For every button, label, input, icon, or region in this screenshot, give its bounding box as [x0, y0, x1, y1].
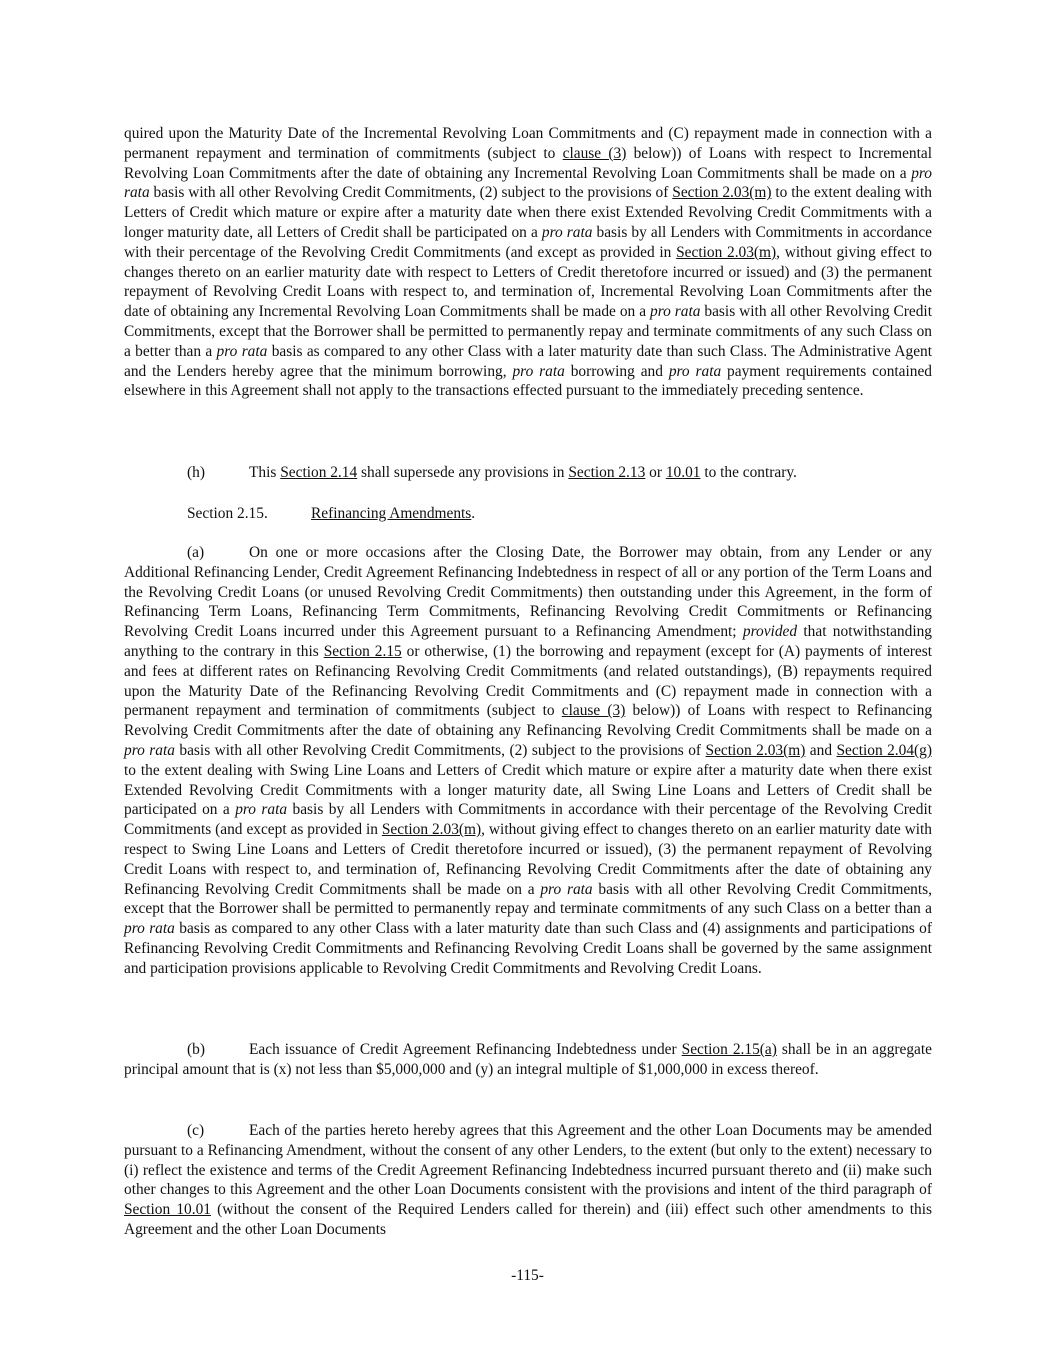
section-number: Section 2.15. [187, 505, 268, 522]
continuation-paragraph: quired upon the Maturity Date of the Incremental Revolving Loan Commitments and (C) repayment made in connection with a permanent repayment and termination of commitments (subject to clause (3) below)) of Loans with respect to Incremental Revolving Loan Commitments after the date of obtaining any Incremental Revolving Loan Commitments shall be made on a pro rata basis with all other Revolving Credit Commitments, (2) subject to the provisions of Section 2.03(m) to the extent dealing with Letters of Credit which mature or expire after a maturity date when there exist Extended Revolving Credit Commitments with a longer maturity date, all Letters of Credit shall be participated on a pro rata basis by all Lenders with Commitments in accordance with their percentage of the Revolving Credit Commitments (and except as provided in Section 2.03(m), without giving effect to changes thereto on an earlier maturity date with respect to Letters of Credit theretofore incurred or issued) and (3) the permanent repayment of Revolving Credit Loans with respect to, and termination of, Incremental Revolving Loan Commitments after the date of obtaining any Incremental Revolving Loan Commitments shall be made on a pro rata basis with all other Revolving Credit Commitments, except that the Borrower shall be permitted to permanently repay and terminate commitments of any such Class on a better than a pro rata basis as compared to any other Class with a later maturity date than such Class. The Administrative Agent and the Lenders hereby agree that the minimum borrowing, pro rata borrowing and pro rata payment requirements contained elsewhere in this Agreement shall not apply to the transactions effected pursuant to the immediately preceding sentence. [124, 125, 933, 400]
section-title: Refinancing Amendments [311, 505, 472, 522]
section-2-03m-reference: Section 2.03(m) [676, 243, 777, 261]
section-10-01-reference: Section 10.01 [124, 1201, 211, 1219]
section-2-13-reference: Section 2.13 [568, 464, 646, 481]
paragraph-a: (a) On one or more occasions after the Closing Date, the Borrower may obtain, from any Lender or any Additional Refinancing Lender, Credit Agreement Refinancing Indebtedness in respect of all or any portion of the Term Loans and the Revolving Credit Loans (or unused Revolving Credit Commitments) then outstanding under this Agreement, in the form of Refinancing Term Loans, Refinancing Term Commitments, Refinancing Revolving Credit Commitments or Refinancing Revolving Credit Loans incurred under this Agreement pursuant to a Refinancing Amendment; provided that notwithstanding anything to the contrary in this Section 2.15 or otherwise, (1) the borrowing and repayment (except for (A) payments of interest and fees at different rates on Refinancing Revolving Credit Commitments (and related outstandings), (B) repayments required upon the Maturity Date of the Refinancing Revolving Credit Commitments and (C) repayment made in connection with a permanent repayment and termination of commitments (subject to clause (3) below)) of Loans with respect to Refinancing Revolving Credit Commitments after the date of obtaining any Refinancing Revolving Credit Commitments shall be made on a pro rata basis with all other Revolving Credit Commitments, (2) subject to the provisions of Section 2.03(m) and Section 2.04(g) to the extent dealing with Swing Line Loans and Letters of Credit which mature or expire after a maturity date when there exist Extended Revolving Credit Commitments with a longer maturity date, all Swing Line Loans and Letters of Credit shall be participated on a pro rata basis by all Lenders with Commitments in accordance with their percentage of the Revolving Credit Commitments (and except as provided in Section 2.03(m), without giving effect to changes thereto on an earlier maturity date with respect to Swing Line Loans and Letters of Credit theretofore incurred or issued), (3) the permanent repayment of Revolving Credit Loans with respect to, and termination of, Refinancing Revolving Credit Commitments after the date of obtaining any Refinancing Revolving Credit Commitments shall be made on a pro rata basis with all other Revolving Credit Commitments, except that the Borrower shall be permitted to permanently repay and terminate commitments of any such Class on a better than a pro rata basis as compared to any other Class with a later maturity date than such Class and (4) assignments and participations of Refinancing Revolving Credit Commitments and Refinancing Revolving Credit Loans shall be governed by the same assignment and participation provisions applicable to Revolving Credit Commitments and Revolving Credit Loans. [124, 544, 933, 977]
paragraph-c: (c) Each of the parties hereto hereby agrees that this Agreement and the other Loan Documents may be amended pursuant to a Refinancing Amendment, without the consent of any other Lenders, to the extent (but only to the extent) necessary to (i) reflect the existence and terms of the Credit Agreement Refinancing Indebtedness incurred pursuant thereto and (ii) make such other changes to this Agreement and the other Loan Documents consistent with the provisions and intent of the third paragraph of Section 10.01 (without the consent of the Required Lenders called for therein) and (iii) effect such other amendments to this Agreement and the other Loan Documents [124, 1122, 932, 1238]
paragraph-h: (h) This Section 2.14 shall supersede any provisions in Section 2.13 or 10.01 to the contrary. [187, 464, 797, 481]
paragraph-b: (b) Each issuance of Credit Agreement Refinancing Indebtedness under Section 2.15(a) shall be in an aggregate principal amount that is (x) not less than $5,000,000 and (y) an integral multiple of $1,000,000 in excess thereof. [124, 1041, 932, 1078]
section-heading: Section 2.15. Refinancing Amendments. [187, 505, 476, 522]
section-2-03m-reference: Section 2.03(m) [672, 184, 772, 202]
section-2-03m-reference: Section 2.03(m) [381, 821, 482, 839]
page-number: -115- [511, 1267, 544, 1284]
section-2-15a-reference: Section 2.15(a) [681, 1041, 777, 1058]
section-2-15-reference: Section 2.15 [323, 642, 402, 660]
paragraph-label: (c) [187, 1122, 205, 1139]
clause-3-reference: clause (3) [561, 702, 626, 720]
section-2-03m-reference: Section 2.03(m) [705, 741, 806, 759]
paragraph-label: (a) [187, 544, 205, 561]
section-10-01-reference: 10.01 [665, 464, 701, 481]
clause-3-reference: clause (3) [562, 144, 627, 162]
section-2-14-reference: Section 2.14 [280, 464, 358, 481]
section-2-04g-reference: Section 2.04(g) [836, 741, 932, 759]
paragraph-label: (h) [187, 464, 205, 481]
paragraph-label: (b) [187, 1041, 205, 1058]
